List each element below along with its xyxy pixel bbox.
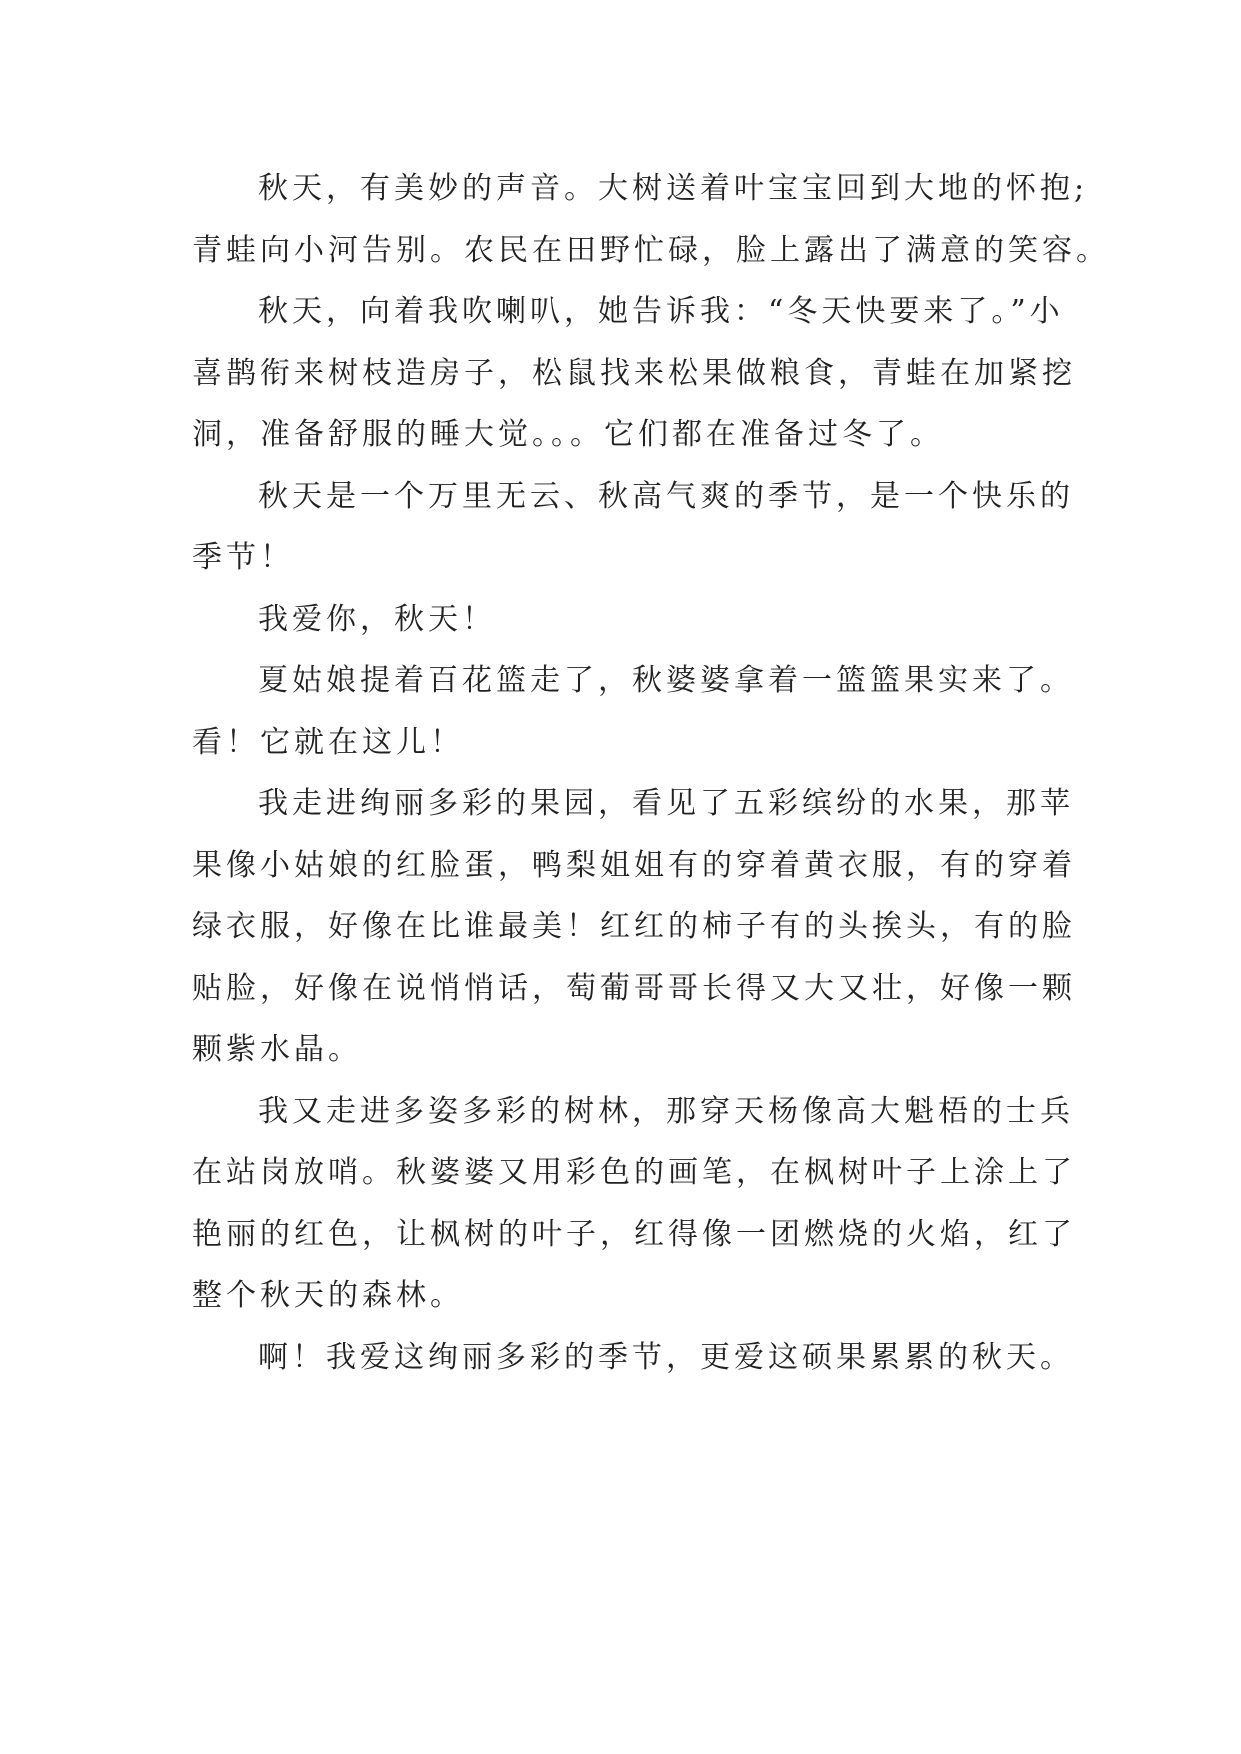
paragraph-summer-leaves: [192, 650, 1072, 773]
text-line: 秋天，有美妙的声音。大树送着叶宝宝回到大地的怀抱;: [258, 171, 1089, 206]
text-line: 果像小姑娘的红脸蛋，鸭梨姐姐有的穿着黄衣服，有的穿着: [192, 847, 1076, 883]
text-line: 在站岗放哨。秋婆婆又用彩色的画笔，在枫树叶子上涂上了: [192, 1155, 1076, 1190]
text-line: 秋天是一个万里无云、秋高气爽的季节，是一个快乐的: [258, 478, 1074, 514]
text-line: 啊！我爱这绚丽多彩的季节，更爱这硕果累累的秋天。: [258, 1339, 1074, 1375]
text-line: 青蛙向小河告别。农民在田野忙碌，脸上露出了满意的笑容。: [192, 232, 1110, 268]
text-line: 我爱你，秋天！: [258, 601, 496, 637]
paragraph-closing: [192, 1327, 1072, 1389]
text-line: 季节！: [192, 540, 294, 575]
text-line: 整个秋天的森林。: [192, 1278, 464, 1313]
paragraph-forest: [192, 1081, 1076, 1327]
text-line: 看！它就在这儿！: [192, 724, 464, 760]
document-body: [192, 158, 1110, 1388]
text-line: 我又走进多姿多彩的树林，那穿天杨像高大魁梧的士兵: [258, 1093, 1074, 1129]
text-line: 秋天，向着我吹喇叭，她告诉我：“冬天快要来了。”小: [258, 294, 1064, 329]
text-line: 我走进绚丽多彩的果园，看见了五彩缤纷的水果，那苹: [258, 786, 1074, 821]
paragraph-happy-season: [192, 466, 1072, 589]
text-line: 艳丽的红色，让枫树的叶子，红得像一团燃烧的火焰，红了: [192, 1216, 1076, 1252]
text-line: 夏姑娘提着百花篮走了，秋婆婆拿着一篮篮果实来了。: [258, 663, 1074, 698]
paragraph-orchard: [192, 773, 1076, 1081]
paragraph-autumn-sounds: [192, 158, 1110, 281]
text-line: 洞，准备舒服的睡大觉。。。它们都在准备过冬了。: [192, 417, 944, 452]
text-line: 绿衣服，好像在比谁最美！红红的柿子有的头挨头，有的脸: [192, 909, 1076, 944]
text-line: 贴脸，好像在说悄悄话，萄葡哥哥长得又大又壮，好像一颗: [192, 970, 1076, 1006]
paragraph-i-love-you: [192, 589, 1072, 651]
text-line: 颗紫水晶。: [192, 1032, 362, 1067]
text-line: 喜鹊衔来树枝造房子，松鼠找来松果做粮食，青蛙在加紧挖: [192, 355, 1076, 391]
paragraph-autumn-trumpet: [192, 281, 1076, 466]
